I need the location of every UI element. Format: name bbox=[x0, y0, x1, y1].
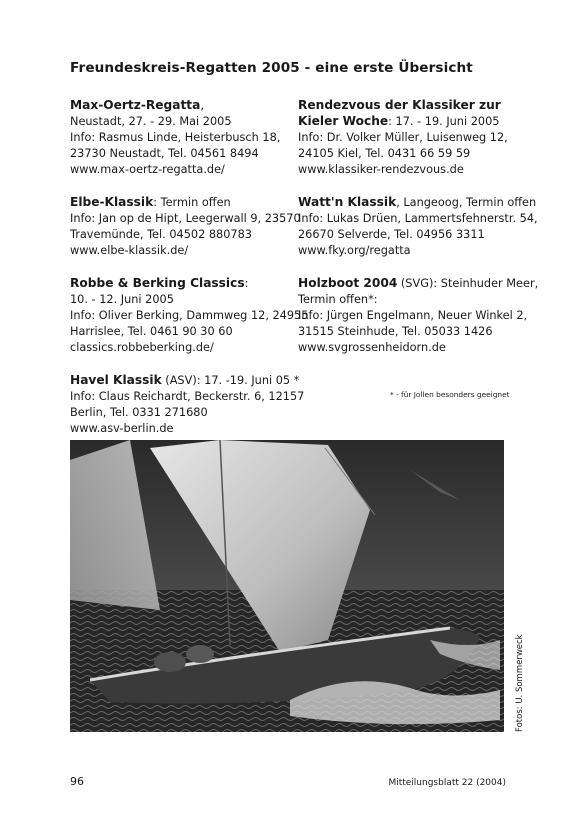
entry-line: 26670 Selverde, Tel. 04956 3311 bbox=[298, 228, 485, 241]
regatta-date: : Termin offen bbox=[153, 196, 231, 209]
entry-line: Info: Rasmus Linde, Heisterbusch 18, bbox=[70, 131, 281, 144]
regatta-date: , Langeoog, Termin offen bbox=[396, 196, 537, 209]
entry-line: 10. - 12. Juni 2005 bbox=[70, 293, 174, 306]
sailboat-image bbox=[70, 440, 504, 732]
regatta-date: : bbox=[244, 277, 249, 290]
regatta-entry bbox=[70, 275, 309, 356]
sailboat-photo bbox=[70, 440, 504, 732]
entry-line: Neustadt, 27. - 29. Mai 2005 bbox=[70, 115, 232, 128]
regatta-date: (ASV): 17. -19. Juni 05 * bbox=[161, 374, 300, 387]
entry-line: 24105 Kiel, Tel. 0431 66 59 59 bbox=[298, 147, 471, 160]
publication-footer: Mitteilungsblatt 22 (2004) bbox=[388, 778, 506, 788]
regatta-date: , bbox=[200, 99, 204, 112]
regatta-date: : 17. - 19. Juni 2005 bbox=[388, 115, 500, 128]
regatta-name: Havel Klassik bbox=[70, 373, 162, 387]
entry-url: www.elbe-klassik.de/ bbox=[70, 244, 189, 257]
entry-line: Info: Oliver Berking, Dammweg 12, 24955 bbox=[70, 309, 309, 322]
entry-url: www.svgrossenheidorn.de bbox=[298, 341, 446, 354]
entry-url: www.asv-berlin.de bbox=[70, 422, 174, 435]
regatta-name: Holzboot 2004 bbox=[298, 276, 398, 290]
entry-line: Harrislee, Tel. 0461 90 30 60 bbox=[70, 325, 233, 338]
photo-credit: Fotos: U. Sommerweck bbox=[515, 634, 525, 732]
regatta-date: (SVG): Steinhuder Meer, bbox=[397, 277, 539, 290]
entry-line: Berlin, Tel. 0331 271680 bbox=[70, 406, 208, 419]
regatta-entry bbox=[298, 275, 539, 356]
regatta-entry bbox=[70, 97, 300, 178]
entry-line: Info: Claus Reichardt, Beckerstr. 6, 12157 bbox=[70, 390, 305, 403]
entry-line: Termin offen*: bbox=[298, 293, 378, 306]
regatta-name: Robbe & Berking Classics bbox=[70, 276, 245, 290]
left-column bbox=[70, 97, 309, 453]
regatta-entry bbox=[298, 97, 523, 178]
page-title: Freundeskreis-Regatten 2005 - eine erste Übersicht bbox=[70, 60, 473, 76]
entry-line: 23730 Neustadt, Tel. 04561 8494 bbox=[70, 147, 259, 160]
regatta-name: Elbe-Klassik bbox=[70, 195, 154, 209]
footnote: * - für Jollen besonders geeignet bbox=[390, 390, 510, 399]
entry-url: classics.robbeberking.de/ bbox=[70, 341, 214, 354]
entry-url: www.klassiker-rendezvous.de bbox=[298, 163, 464, 176]
entry-url: www.fky.org/regatta bbox=[298, 244, 411, 257]
regatta-entry bbox=[70, 194, 300, 259]
entry-line: Travemünde, Tel. 04502 880783 bbox=[70, 228, 252, 241]
regatta-name: Kieler Woche bbox=[298, 114, 389, 128]
regatta-entry bbox=[70, 372, 305, 437]
regatta-entry bbox=[298, 194, 538, 259]
right-column bbox=[298, 97, 539, 372]
regatta-name: Max-Oertz-Regatta bbox=[70, 98, 201, 112]
entry-line: Info: Dr. Volker Müller, Luisenweg 12, bbox=[298, 131, 508, 144]
entry-line: Info: Jan op de Hipt, Leegerwall 9, 23570 bbox=[70, 212, 301, 225]
entry-url: www.max-oertz-regatta.de/ bbox=[70, 163, 225, 176]
regatta-name: Watt'n Klassik bbox=[298, 195, 397, 209]
entry-line: Info: Jürgen Engelmann, Neuer Winkel 2, bbox=[298, 309, 528, 322]
page-number: 96 bbox=[70, 775, 84, 788]
entry-line: 31515 Steinhude, Tel. 05033 1426 bbox=[298, 325, 493, 338]
regatta-name: Rendezvous der Klassiker zur bbox=[298, 98, 501, 112]
entry-line: Info: Lukas Drüen, Lammertsfehnerstr. 54, bbox=[298, 212, 538, 225]
